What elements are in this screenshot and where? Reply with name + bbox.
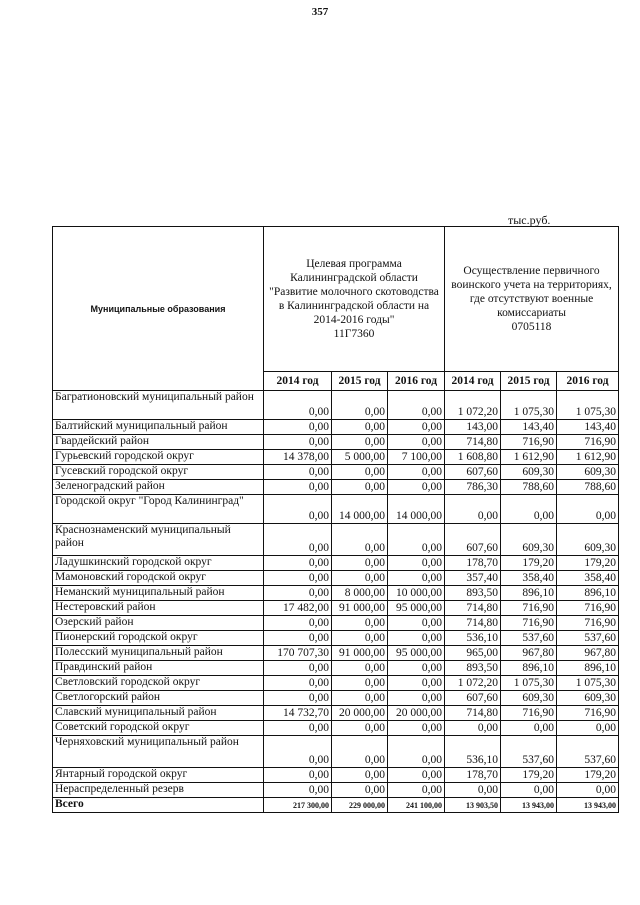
amount-cell: 0,00 xyxy=(388,721,445,736)
amount-cell: 609,30 xyxy=(557,524,619,556)
amount-cell: 609,30 xyxy=(501,524,557,556)
amount-cell: 716,90 xyxy=(557,435,619,450)
amount-cell: 609,30 xyxy=(501,691,557,706)
municipality-name: Пионерский городской округ xyxy=(53,631,264,646)
amount-cell: 0,00 xyxy=(332,768,388,783)
amount-cell: 0,00 xyxy=(332,465,388,480)
municipality-name: Багратионовский муниципальный район xyxy=(53,391,264,420)
amount-cell: 1 608,80 xyxy=(445,450,501,465)
amount-cell: 358,40 xyxy=(501,571,557,586)
table-row xyxy=(53,721,619,736)
amount-cell: 1 075,30 xyxy=(557,391,619,420)
header-military-registration-code: 0705118 xyxy=(511,321,552,333)
municipality-name: Озерский район xyxy=(53,616,264,631)
amount-cell: 714,80 xyxy=(445,601,501,616)
table-row xyxy=(53,616,619,631)
table-row xyxy=(53,571,619,586)
table-row xyxy=(53,676,619,691)
year-header: 2014 год xyxy=(445,372,501,391)
table-row xyxy=(53,495,619,524)
municipality-name: Гусевский городской округ xyxy=(53,465,264,480)
amount-cell: 788,60 xyxy=(557,480,619,495)
amount-cell: 179,20 xyxy=(557,556,619,571)
amount-cell: 13 943,00 xyxy=(501,798,557,813)
table-row xyxy=(53,631,619,646)
amount-cell: 0,00 xyxy=(264,661,332,676)
header-dairy-program xyxy=(264,227,445,372)
municipality-name: Неманский муниципальный район xyxy=(53,586,264,601)
table-body xyxy=(53,391,619,813)
amount-cell: 1 075,30 xyxy=(501,676,557,691)
amount-cell: 217 300,00 xyxy=(264,798,332,813)
amount-cell: 7 100,00 xyxy=(388,450,445,465)
table-row xyxy=(53,736,619,768)
amount-cell: 0,00 xyxy=(264,556,332,571)
amount-cell: 0,00 xyxy=(388,391,445,420)
municipality-name: Нераспределенный резерв xyxy=(53,783,264,798)
table-row xyxy=(53,661,619,676)
amount-cell: 0,00 xyxy=(264,524,332,556)
header-dairy-program-code: 11Г7360 xyxy=(333,328,375,340)
table-row xyxy=(53,691,619,706)
amount-cell: 0,00 xyxy=(445,721,501,736)
amount-cell: 0,00 xyxy=(264,616,332,631)
municipality-name: Советский городской округ xyxy=(53,721,264,736)
table-row xyxy=(53,420,619,435)
table-row xyxy=(53,646,619,661)
amount-cell: 716,90 xyxy=(501,706,557,721)
amount-cell: 0,00 xyxy=(332,480,388,495)
amount-cell: 536,10 xyxy=(445,736,501,768)
units-label: тыс.руб. xyxy=(508,213,551,227)
amount-cell: 0,00 xyxy=(264,465,332,480)
municipality-name: Мамоновский городской округ xyxy=(53,571,264,586)
amount-cell: 0,00 xyxy=(388,480,445,495)
amount-cell: 17 482,00 xyxy=(264,601,332,616)
table-row xyxy=(53,391,619,420)
amount-cell: 716,90 xyxy=(557,601,619,616)
table-row xyxy=(53,783,619,798)
amount-cell: 714,80 xyxy=(445,435,501,450)
amount-cell: 537,60 xyxy=(501,631,557,646)
year-header: 2016 год xyxy=(557,372,619,391)
header-military-registration xyxy=(445,227,619,372)
municipality-name: Нестеровский район xyxy=(53,601,264,616)
amount-cell: 0,00 xyxy=(332,435,388,450)
amount-cell: 1 075,30 xyxy=(557,676,619,691)
budget-table xyxy=(52,226,619,813)
amount-cell: 607,60 xyxy=(445,524,501,556)
amount-cell: 788,60 xyxy=(501,480,557,495)
amount-cell: 0,00 xyxy=(445,495,501,524)
amount-cell: 95 000,00 xyxy=(388,601,445,616)
amount-cell: 10 000,00 xyxy=(388,586,445,601)
amount-cell: 13 903,50 xyxy=(445,798,501,813)
amount-cell: 229 000,00 xyxy=(332,798,388,813)
amount-cell: 8 000,00 xyxy=(332,586,388,601)
amount-cell: 5 000,00 xyxy=(332,450,388,465)
header-municipalities: Муниципальные образования xyxy=(53,227,264,391)
amount-cell: 241 100,00 xyxy=(388,798,445,813)
table-row xyxy=(53,768,619,783)
amount-cell: 716,90 xyxy=(501,616,557,631)
amount-cell: 178,70 xyxy=(445,556,501,571)
amount-cell: 0,00 xyxy=(388,661,445,676)
amount-cell: 0,00 xyxy=(332,571,388,586)
amount-cell: 0,00 xyxy=(388,420,445,435)
amount-cell: 536,10 xyxy=(445,631,501,646)
municipality-name: Черняховский муниципальный район xyxy=(53,736,264,768)
amount-cell: 0,00 xyxy=(388,524,445,556)
amount-cell: 0,00 xyxy=(332,736,388,768)
municipality-name: Всего xyxy=(53,798,264,813)
amount-cell: 609,30 xyxy=(557,465,619,480)
table-row xyxy=(53,706,619,721)
year-header: 2015 год xyxy=(501,372,557,391)
municipality-name: Гурьевский городской округ xyxy=(53,450,264,465)
table-row xyxy=(53,601,619,616)
municipality-name: Янтарный городской округ xyxy=(53,768,264,783)
amount-cell: 716,90 xyxy=(501,601,557,616)
amount-cell: 0,00 xyxy=(332,661,388,676)
amount-cell: 14 000,00 xyxy=(388,495,445,524)
amount-cell: 179,20 xyxy=(501,556,557,571)
amount-cell: 0,00 xyxy=(388,783,445,798)
municipality-name: Городской округ "Город Калининград" xyxy=(53,495,264,524)
municipality-name: Светлогорский район xyxy=(53,691,264,706)
amount-cell: 143,40 xyxy=(557,420,619,435)
amount-cell: 20 000,00 xyxy=(388,706,445,721)
amount-cell: 0,00 xyxy=(264,721,332,736)
municipality-name: Полесский муниципальный район xyxy=(53,646,264,661)
year-header: 2016 год xyxy=(388,372,445,391)
amount-cell: 0,00 xyxy=(332,721,388,736)
table-row xyxy=(53,480,619,495)
amount-cell: 0,00 xyxy=(388,556,445,571)
year-header: 2014 год xyxy=(264,372,332,391)
amount-cell: 1 072,20 xyxy=(445,676,501,691)
page-number: 357 xyxy=(311,6,329,18)
amount-cell: 1 612,90 xyxy=(501,450,557,465)
amount-cell: 896,10 xyxy=(501,586,557,601)
amount-cell: 0,00 xyxy=(332,631,388,646)
amount-cell: 0,00 xyxy=(388,768,445,783)
municipality-name: Правдинский район xyxy=(53,661,264,676)
amount-cell: 0,00 xyxy=(388,736,445,768)
amount-cell: 178,70 xyxy=(445,768,501,783)
amount-cell: 896,10 xyxy=(557,586,619,601)
amount-cell: 0,00 xyxy=(557,783,619,798)
amount-cell: 91 000,00 xyxy=(332,601,388,616)
amount-cell: 0,00 xyxy=(388,571,445,586)
amount-cell: 607,60 xyxy=(445,691,501,706)
amount-cell: 607,60 xyxy=(445,465,501,480)
amount-cell: 143,40 xyxy=(501,420,557,435)
amount-cell: 0,00 xyxy=(264,495,332,524)
amount-cell: 0,00 xyxy=(388,676,445,691)
amount-cell: 0,00 xyxy=(557,495,619,524)
amount-cell: 0,00 xyxy=(264,435,332,450)
amount-cell: 716,90 xyxy=(557,616,619,631)
header-dairy-program-title: Целевая программа Калининградской области "Развитие молочного скотоводства в Калининградской области на 2014-2016 годы" xyxy=(269,258,439,326)
table-row xyxy=(53,524,619,556)
amount-cell: 14 378,00 xyxy=(264,450,332,465)
amount-cell: 0,00 xyxy=(332,391,388,420)
amount-cell: 0,00 xyxy=(264,736,332,768)
municipality-name: Балтийский муниципальный район xyxy=(53,420,264,435)
municipality-name: Светловский городской округ xyxy=(53,676,264,691)
amount-cell: 0,00 xyxy=(388,465,445,480)
amount-cell: 893,50 xyxy=(445,661,501,676)
amount-cell: 358,40 xyxy=(557,571,619,586)
amount-cell: 170 707,30 xyxy=(264,646,332,661)
amount-cell: 609,30 xyxy=(557,691,619,706)
municipality-name: Гвардейский район xyxy=(53,435,264,450)
amount-cell: 0,00 xyxy=(264,631,332,646)
amount-cell: 0,00 xyxy=(264,676,332,691)
amount-cell: 20 000,00 xyxy=(332,706,388,721)
amount-cell: 0,00 xyxy=(332,691,388,706)
amount-cell: 714,80 xyxy=(445,616,501,631)
amount-cell: 0,00 xyxy=(332,676,388,691)
municipality-name: Славский муниципальный район xyxy=(53,706,264,721)
amount-cell: 0,00 xyxy=(264,480,332,495)
amount-cell: 0,00 xyxy=(264,391,332,420)
amount-cell: 0,00 xyxy=(445,783,501,798)
table-row xyxy=(53,556,619,571)
amount-cell: 967,80 xyxy=(501,646,557,661)
amount-cell: 0,00 xyxy=(264,586,332,601)
amount-cell: 91 000,00 xyxy=(332,646,388,661)
amount-cell: 0,00 xyxy=(501,495,557,524)
municipality-name: Зеленоградский район xyxy=(53,480,264,495)
amount-cell: 0,00 xyxy=(388,616,445,631)
amount-cell: 0,00 xyxy=(388,631,445,646)
table-row xyxy=(53,435,619,450)
amount-cell: 0,00 xyxy=(264,768,332,783)
amount-cell: 1 612,90 xyxy=(557,450,619,465)
amount-cell: 0,00 xyxy=(332,420,388,435)
header-military-registration-title: Осуществление первичного воинского учета на территориях, где отсутствуют военные комиссариаты xyxy=(451,265,612,319)
amount-cell: 0,00 xyxy=(332,616,388,631)
table-row xyxy=(53,586,619,601)
amount-cell: 716,90 xyxy=(501,435,557,450)
amount-cell: 893,50 xyxy=(445,586,501,601)
municipality-name: Краснознаменский муниципальный район xyxy=(53,524,264,556)
amount-cell: 95 000,00 xyxy=(388,646,445,661)
amount-cell: 896,10 xyxy=(557,661,619,676)
amount-cell: 0,00 xyxy=(264,783,332,798)
amount-cell: 0,00 xyxy=(388,435,445,450)
amount-cell: 13 943,00 xyxy=(557,798,619,813)
amount-cell: 537,60 xyxy=(557,631,619,646)
amount-cell: 0,00 xyxy=(264,691,332,706)
amount-cell: 0,00 xyxy=(332,783,388,798)
amount-cell: 786,30 xyxy=(445,480,501,495)
amount-cell: 896,10 xyxy=(501,661,557,676)
amount-cell: 0,00 xyxy=(332,556,388,571)
amount-cell: 14 732,70 xyxy=(264,706,332,721)
amount-cell: 0,00 xyxy=(264,571,332,586)
total-row xyxy=(53,798,619,813)
amount-cell: 0,00 xyxy=(388,691,445,706)
table-row xyxy=(53,450,619,465)
amount-cell: 1 072,20 xyxy=(445,391,501,420)
amount-cell: 0,00 xyxy=(501,783,557,798)
amount-cell: 965,00 xyxy=(445,646,501,661)
amount-cell: 537,60 xyxy=(501,736,557,768)
amount-cell: 967,80 xyxy=(557,646,619,661)
amount-cell: 714,80 xyxy=(445,706,501,721)
amount-cell: 716,90 xyxy=(557,706,619,721)
amount-cell: 357,40 xyxy=(445,571,501,586)
table-row xyxy=(53,465,619,480)
header-row xyxy=(53,227,619,372)
amount-cell: 0,00 xyxy=(332,524,388,556)
amount-cell: 0,00 xyxy=(264,420,332,435)
amount-cell: 1 075,30 xyxy=(501,391,557,420)
amount-cell: 0,00 xyxy=(501,721,557,736)
amount-cell: 609,30 xyxy=(501,465,557,480)
year-header: 2015 год xyxy=(332,372,388,391)
amount-cell: 179,20 xyxy=(501,768,557,783)
amount-cell: 0,00 xyxy=(557,721,619,736)
amount-cell: 143,00 xyxy=(445,420,501,435)
municipality-name: Ладушкинский городской округ xyxy=(53,556,264,571)
amount-cell: 537,60 xyxy=(557,736,619,768)
amount-cell: 14 000,00 xyxy=(332,495,388,524)
amount-cell: 179,20 xyxy=(557,768,619,783)
